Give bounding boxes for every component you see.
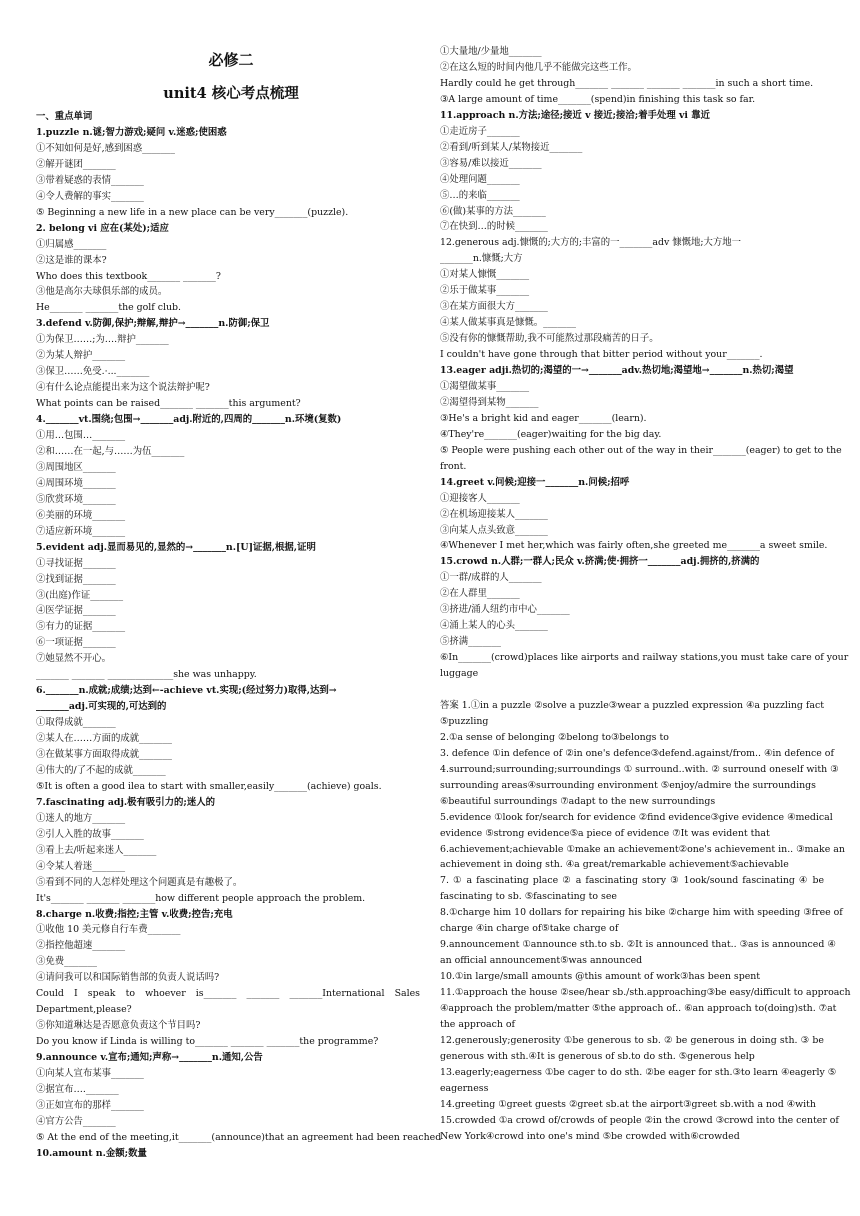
text-line: 2.①a sense of belonging ②belong to③belongs to: [440, 731, 669, 743]
text-line: ①收他 10 美元修自行车费_______: [36, 924, 181, 936]
text-line: eagerness: [440, 1082, 489, 1094]
text-line: 12.generously;generosity ①be generous to sb. ② be generous in doing sth. ③ be: [440, 1034, 824, 1046]
text-line: ⑤看到不同的人怎样处理这个问题真是有趣极了。: [36, 876, 243, 888]
text-line: ③他是高尔夫球俱乐部的成员。: [36, 286, 168, 298]
text-line: 10.①in large/small amounts @this amount of work③has been spent: [440, 971, 761, 983]
text-line: ③He's a bright kid and eager_______(learn).: [440, 412, 647, 424]
text-line: ①渴望做某事_______: [440, 380, 530, 392]
text-line: ⑦她显然不开心。: [36, 653, 112, 665]
text-line: Who does this textbook_______ _______?: [36, 270, 221, 282]
text-line: ⑤ At the end of the meeting,it_______(announce)that an agreement had been reached: [36, 1131, 442, 1143]
text-line: ①取得成就_______: [36, 717, 116, 729]
text-line: ③A large amount of time_______(spend)in finishing this task so far.: [440, 93, 756, 105]
text-line: ③(出庭)作证_______: [36, 589, 124, 601]
text-line: I couldn't have gone through that bitter period without your_______.: [440, 349, 763, 361]
text-line: ①一群/成群的人_______: [440, 572, 542, 584]
text-line: 8.①charge him 10 dollars for repairing his bike ②charge him with speeding ③free of: [440, 907, 843, 919]
text-line: ④涌上某人的心头_______: [440, 620, 548, 632]
answer-heading-line: 答案 1.①in a puzzle ②solve a puzzle③wear a puzzled expression ④a puzzling fact: [440, 699, 824, 711]
text-line: ④请问我可以和国际销售部的负责人说话吗?: [36, 972, 220, 984]
section-heading-line: _______adj.可实现的,可达到的: [36, 701, 167, 713]
text-line: 6.achievement;achievable ①make an achievement②one's achievement in.. ③make an: [440, 843, 845, 855]
text-line: Department,please?: [36, 1004, 132, 1016]
text-line: luggage: [440, 668, 479, 680]
text-line: 7. ① a fascinating place ② a fascinating story ③ 1ook/sound fascinating ④ be: [440, 875, 824, 887]
text-line: ①迷人的地方_______: [36, 812, 126, 824]
text-line: 12.generous adj.慷慨的;大方的;丰富的一_______adv 慷慨地;大方地一: [440, 237, 742, 249]
text-line: ②渴望得到某物_______: [440, 396, 539, 408]
section-heading-line: 11.approach n.方法;途径;接近 v 接近;接洽;着手处理 vi 靠近: [440, 109, 710, 121]
text-line: ②看到/听到某人/某物接近_______: [440, 141, 583, 153]
text-line: ⑤It is often a good ilea to start with smaller,easily_______(achieve) goals.: [36, 780, 382, 792]
text-line: ②据宣布…._______: [36, 1083, 119, 1095]
text-line: ③向某人点头致意_______: [440, 524, 548, 536]
text-line: It's_______ _______ _______how different people approach the problem.: [36, 892, 366, 904]
section-heading-line: 15.crowd n.人群;一群人;民众 v.挤满;使·拥挤一_______adj.拥挤的,挤满的: [440, 556, 760, 568]
text-line: ⑥美丽的环境_______: [36, 509, 126, 521]
text-line: ②解开谜团_______: [36, 158, 116, 170]
text-line: ⑥In_______(crowd)places like airports and railway stations,you must take care of your: [440, 652, 849, 664]
text-line: ③免费_______: [36, 956, 97, 968]
text-line: evidence ⑤strong evidence⑤a piece of evidence ⑦It was evident that: [440, 827, 770, 839]
text-line: ④令人费解的事实_______: [36, 190, 144, 202]
text-line: ③周围地区_______: [36, 461, 116, 473]
text-line: achievement in doing sth. ④a great/remarkable achievement⑤achievable: [440, 859, 789, 871]
text-line: front.: [440, 460, 467, 472]
text-line: ①走近房子_______: [440, 125, 520, 137]
text-line: ④官方公告_______: [36, 1115, 116, 1127]
text-line: ①用…包围…_______: [36, 430, 126, 441]
text-line: ④某人做某事真是慷慨。_______: [440, 317, 576, 329]
text-line: ①迎接客人_______: [440, 492, 520, 504]
text-line: ⑥beautiful surroundings ⑦adapt to the new surroundings: [440, 795, 716, 807]
text-line: What points can be raised_______ _______this argument?: [36, 398, 301, 410]
text-line: ④令某人着迷_______: [36, 860, 126, 872]
section-heading-line: 一、重点单词: [36, 111, 93, 122]
text-line: generous with sth.④It is generous of sb.to do sth. ⑤generous help: [440, 1050, 755, 1062]
text-line: ①向某人宣布某事_______: [36, 1068, 144, 1079]
text-line: Could I speak to whoever is_______ _______ _______International Sales: [36, 988, 420, 1000]
section-heading-line: 8.charge n.收费;指控;主管 v.收费;控告;充电: [36, 908, 233, 920]
text-line: ⑤挤满_______: [440, 636, 501, 648]
section-heading-line: 5.evident adj.显而易见的,显然的→_______n.[U]证据,根据,证明: [36, 541, 316, 553]
text-line: 11.①approach the house ②see/hear sb./sth.approaching③be easy/difficult to approach: [440, 987, 851, 999]
text-line: ④伟大的/了不起的成就_______: [36, 764, 166, 776]
section-heading-line: 7.fascinating adj.极有吸引力的;迷人的: [36, 796, 215, 808]
text-line: ②在这么短的时间内他几乎不能做完这些工作。: [440, 61, 637, 73]
section-heading-line: 13.eager adji.热切的;渴望的一→_______adv.热切地;渴望地→_______n.热切;渴望: [440, 365, 794, 376]
text-line: ⑤你知道琳达是否愿意负责这个节目吗?: [36, 1020, 201, 1032]
text-line: ②指控他超速_______: [36, 940, 126, 952]
text-line: ⑤puzzling: [440, 715, 489, 727]
section-heading-line: 6._______n.成就;成绩;达到←-achieve vt.实现;(经过努力)取得,达到→: [36, 685, 337, 697]
text-line: ③容易/难以接近_______: [440, 157, 542, 169]
text-line: ③在做某事方面取得成就_______: [36, 749, 172, 760]
text-line: He_______ _______the golf club.: [36, 302, 182, 314]
text-line: ②在机场迎接某人_______: [440, 508, 548, 520]
text-line: _______n.慷慨;大方: [440, 253, 523, 265]
section-heading-line: 3.defend v.防御,保护;辩解,辩护→_______n.防御;保卫: [36, 318, 270, 330]
text-line: an official announcement⑤was announced: [440, 955, 643, 967]
text-line: ④医学证据_______: [36, 605, 116, 617]
text-line: surrounding areas④surrounding environment ⑤enjoy/admire the surroundings: [440, 779, 816, 791]
section-heading-line: 4._______vt.围绕;包围→_______adj.附近的,四周的_______n.环境(复数): [36, 414, 342, 426]
text-line: ①归属感_______: [36, 238, 107, 250]
text-line: ⑤ Beginning a new life in a new place can be very_______(puzzle).: [36, 206, 349, 218]
text-line: ⑤欣赏环境_______: [36, 493, 116, 505]
text-line: ①寻找证据_______: [36, 557, 116, 569]
text-line: ⑤有力的证据_______: [36, 621, 126, 633]
text-line: ③看上去/听起来迷人_______: [36, 844, 157, 856]
text-line: ⑥一项证据_______: [36, 637, 116, 649]
text-line: fascinating to sb. ⑤fascinating to see: [440, 891, 617, 903]
text-line: ①大量地/少量地_______: [440, 46, 542, 57]
text-line: ④周围环境_______: [36, 477, 116, 489]
text-line: 3. defence ①in defence of ②in one's defence③defend.against/from.. ④in defence of: [440, 747, 834, 759]
section-heading-line: 2. belong vi 应在(某处);适应: [36, 222, 169, 234]
text-line: ④Whenever I met her,which was fairly often,she greeted me_______a sweet smile.: [440, 540, 828, 552]
text-line: ③挤进/涌人纽约市中心_______: [440, 604, 570, 616]
text-line: 15.crowded ①a crowd of/crowds of people ②in the crowd ③crowd into the center of: [440, 1114, 839, 1126]
text-line: ⑤ People were pushing each other out of the way in their_______(eager) to get to the: [440, 444, 842, 456]
text-line: New York④crowd into one's mind ⑤be crowded with⑥crowded: [440, 1130, 740, 1142]
section-heading-line: 9.announce v.宣布;通知;声称→_______n.通知,公告: [36, 1052, 263, 1064]
text-line: ⑤…的来临_______: [440, 189, 520, 201]
text-line: ⑦适应新环境_______: [36, 525, 126, 537]
section-heading-line: 10.amount n.金额;数量: [36, 1147, 147, 1159]
text-line: ①对某人慷慨_______: [440, 269, 530, 281]
text-line: 13.eagerly;eagerness ①be cager to do sth. ②be eager for sth.③to learn ④eagerly ⑤: [440, 1066, 837, 1078]
text-line: ⑥(做)某事的方法_______: [440, 205, 546, 217]
text-line: ③在某方面很大方_______: [440, 301, 548, 313]
text-line: ⑤没有你的慷慨帮助,我不可能熬过那段痛苦的日子。: [440, 333, 659, 345]
text-line: 5.evidence ①look for/search for evidence ②find evidence③give evidence ④medical: [440, 811, 833, 823]
text-line: ④They're_______(eager)waiting for the big day.: [440, 428, 662, 440]
text-line: ③保卫……免受.·..._______: [36, 366, 150, 378]
text-line: ③带着疑惑的表情_______: [36, 174, 144, 186]
text-line: _______ _______ ______________she was unhappy.: [36, 669, 257, 681]
text-line: ②在人群里_______: [440, 588, 520, 600]
text-line: ⑦在快到…的时候_______: [440, 221, 548, 233]
text-line: ①不知如何是好,感到困惑_______: [36, 142, 175, 154]
text-line: ①为保卫……;为….辩护_______: [36, 334, 169, 346]
text-line: ②某人在……方面的成就_______: [36, 733, 172, 745]
text-line: ②这是谁的课本?: [36, 254, 107, 266]
text-line: Do you know if Linda is willing to_______ _______ _______the programme?: [36, 1036, 379, 1048]
section-heading-line: 14.greet v.问候;迎接一_______n.问候;招呼: [440, 476, 630, 488]
text-line: ④approach the problem/matter ⑤the approach of.. ⑥an approach to(doing)sth. ⑦at: [440, 1003, 837, 1014]
text-line: ②引人入胜的故事_______: [36, 828, 144, 840]
text-line: ④处理问题_______: [440, 173, 520, 185]
text-line: 14.greeting ①greet guests ②greet sb.at the airport③greet sb.with a nod ④with: [440, 1098, 816, 1110]
text-line: Hardly could he get through_______ _______ _______ _______in such a short time.: [440, 77, 814, 89]
text-line: 9.announcement ①announce sth.to sb. ②It is announced that.. ③as is announced ④: [440, 939, 836, 951]
text-line: ④有什么论点能提出来为这个说法辩护呢?: [36, 382, 210, 394]
unit-title: unit4 核心考点梳理: [163, 85, 299, 102]
text-line: ②乐于做某事_______: [440, 285, 530, 297]
text-line: ②为某人辩护_______: [36, 350, 126, 362]
text-line: ②找到证据_______: [36, 573, 116, 585]
section-heading-line: 1.puzzle n.谜;智力游戏;疑问 v.迷惑;使困惑: [36, 126, 227, 138]
text-line: ③正如宣布的那样_______: [36, 1099, 144, 1111]
text-line: 4.surround;surrounding;surroundings ① surround..with. ② surround oneself with ③: [440, 763, 839, 775]
text-line: the approach of: [440, 1018, 516, 1030]
text-line: charge ④in charge of⑤take charge of: [440, 923, 619, 935]
book-title: 必修二: [208, 51, 254, 69]
text-line: ②和……在一起,与……为伍_______: [36, 445, 185, 457]
